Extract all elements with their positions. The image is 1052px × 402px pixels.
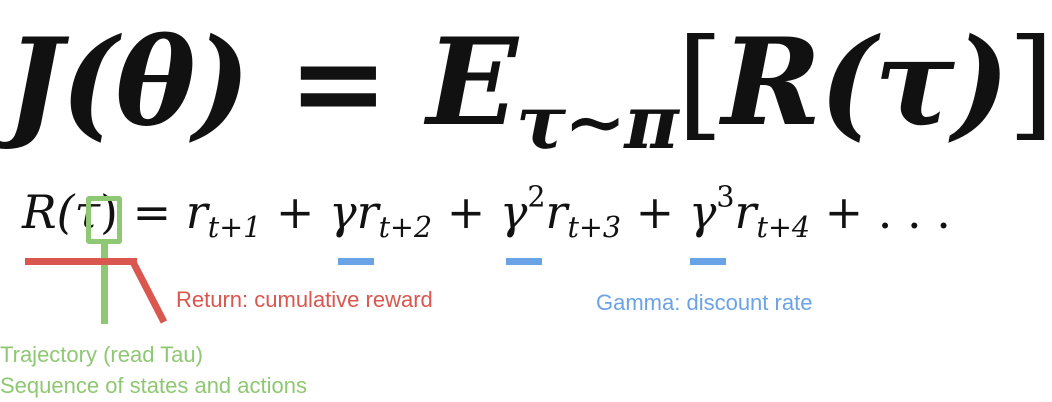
- expectation-subscript: τ∼π: [515, 77, 677, 166]
- expectation-operator: E: [426, 12, 516, 153]
- plus-sign-3: +: [635, 185, 675, 239]
- close-bracket: ]: [1007, 14, 1052, 153]
- gamma-underline-3: [690, 258, 726, 265]
- plus-sign-4: +: [824, 185, 864, 239]
- gamma-annotation: Gamma: discount rate: [596, 290, 813, 315]
- gamma-exponent-3: 3: [716, 180, 735, 214]
- trajectory-annotation: [0, 339, 307, 401]
- return-term: R(τ): [721, 12, 1008, 153]
- reward-term-3: r: [545, 185, 568, 239]
- reward-sub-3: t+3: [567, 211, 622, 245]
- gamma-underline-1: [338, 258, 374, 265]
- ellipsis: . . .: [877, 185, 951, 239]
- trajectory-annotation-line-1: Trajectory (read Tau): [0, 342, 203, 367]
- tau-symbol: τ: [74, 185, 101, 239]
- gamma-symbol-1: γ: [329, 185, 357, 239]
- return-equals: =: [132, 185, 172, 239]
- reward-sub-2: t+2: [378, 211, 433, 245]
- reward-sub-1: t+1: [207, 211, 262, 245]
- return-lhs: R(: [22, 185, 75, 239]
- return-annotation: Return: cumulative reward: [176, 287, 433, 312]
- gamma-exponent-2: 2: [527, 180, 546, 214]
- gamma-symbol-3: γ: [688, 185, 717, 239]
- reward-term-2: r: [356, 185, 379, 239]
- objective-lhs: J(θ): [6, 12, 249, 153]
- reward-term-4: r: [734, 185, 757, 239]
- reward-sub-4: t+4: [756, 211, 810, 245]
- trajectory-annotation-line-2: Sequence of states and actions: [0, 373, 307, 398]
- return-lhs-close: ): [100, 185, 118, 239]
- gamma-underline-2: [506, 258, 542, 265]
- reward-term-1: r: [185, 185, 208, 239]
- plus-sign-2: +: [446, 185, 486, 239]
- open-bracket: [: [676, 14, 722, 153]
- gamma-symbol-2: γ: [499, 185, 528, 239]
- equals-sign: =: [288, 12, 387, 153]
- plus-sign-1: +: [275, 185, 315, 239]
